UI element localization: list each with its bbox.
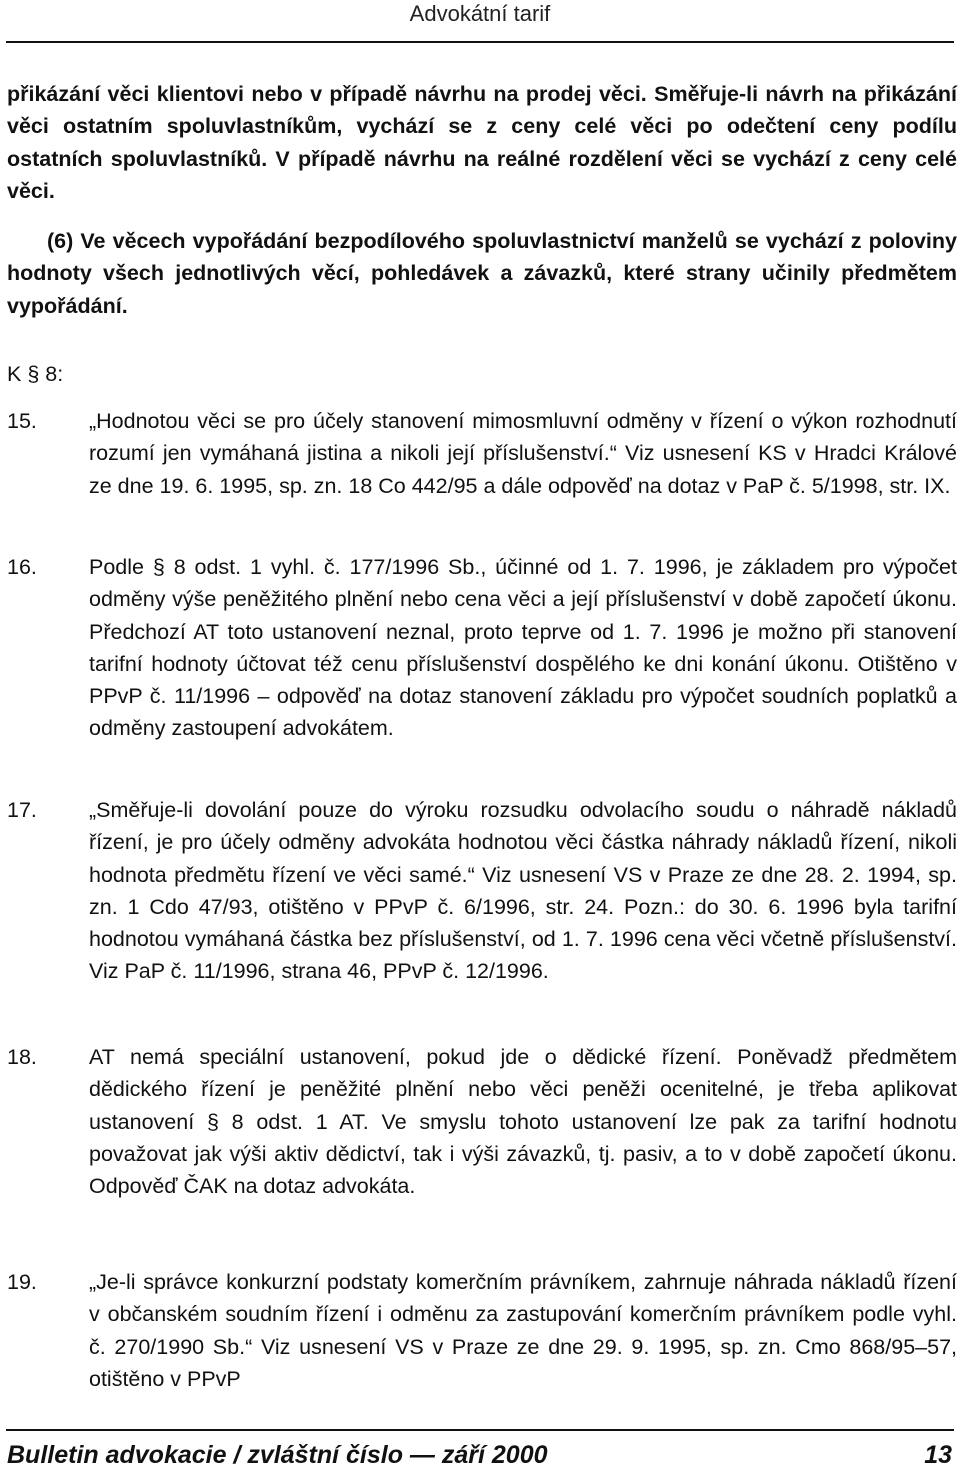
- note-number: 16.: [7, 555, 37, 579]
- note-text: AT nemá speciální ustanovení, pokud jde o dědické řízení. Poněvadž předmětem dědického řízení je peněžité plnění nebo věci peněži ocenitelné, je třeba aplikovat ustanovení § 8 odst. 1 AT. Ve smyslu tohoto ustanovení lze pak za tarifní hodnotu považovat jak výši aktiv dědictví, tak i výši závazků, tj. pasiv, a to v době započetí úkonu. Odpověď ČAK na dotaz advokáta.: [89, 1045, 957, 1199]
- note-text: „Je-li správce konkurzní podstaty komerčním právníkem, zahrnuje náhrada nákladů řízení v občanském soudním řízení i odměnu za zastupování komerčním právníkem podle vyhl. č. 270/1990 Sb.“ Viz usnesení VS v Praze ze dne 29. 9. 1995, sp. zn. Cmo 868/95–57, otištěno v PPvP: [89, 1270, 957, 1391]
- page-header: [0, 0, 960, 42]
- header-divider: [6, 41, 954, 43]
- section-heading: K § 8:: [7, 362, 64, 386]
- note-number: 15.: [7, 409, 37, 433]
- paragraph-6: (6) Ve věcech vypořádání bezpodílového spoluvlastnictví manželů se vychází z poloviny hodnoty všech jednotlivých věcí, pohledávek a závazků, které strany učinily předmětem vypořádání.: [7, 229, 957, 318]
- page-number: 13: [924, 1441, 952, 1469]
- note-text: „Hodnotou věci se pro účely stanovení mimosmluvní odměny v řízení o výkon rozhodnutí rozumí jen vymáhaná jistina a nikoli její příslušenství.“ Viz usnesení KS v Hradci Králové ze dne 19. 6. 1995, sp. zn. 18 Co 442/95 a dále odpověď na dotaz v PaP č. 5/1998, str. IX.: [89, 409, 957, 498]
- note-number: 18.: [7, 1045, 37, 1069]
- note-text: „Směřuje-li dovolání pouze do výroku rozsudku odvolacího soudu o náhradě nákladů řízení, je pro účely odměny advokáta hodnotou věci částka náhrady nákladů řízení, nikoli hodnota předmětu řízení ve věci samé.“ Viz usnesení VS v Praze ze dne 28. 2. 1994, sp. zn. 1 Cdo 47/93, otištěno v PPvP č. 6/1996, str. 24. Pozn.: do 30. 6. 1996 byla tarifní hodnotou vymáhaná částka bez příslušenství, od 1. 7. 1996 cena věci včetně příslušenství. Viz PaP č. 11/1996, strana 46, PPvP č. 12/1996.: [89, 798, 957, 984]
- publication-name: Bulletin advokacie / zvláštní číslo — září 2000: [7, 1441, 548, 1469]
- note-number: 19.: [7, 1270, 37, 1294]
- paragraph-continuation: přikázání věci klientovi nebo v případě návrhu na prodej věci. Směřuje-li návrh na přikázání věci ostatním spoluvlastníkům, vychází se z ceny celé věci po odečtení ceny podílu ostatních spoluvlastníků. V případě návrhu na reálné rozdělení věci se vychází z ceny celé věci.: [7, 82, 957, 203]
- note-text: Podle § 8 odst. 1 vyhl. č. 177/1996 Sb., účinné od 1. 7. 1996, je základem pro výpočet odměny výše peněžitého plnění nebo cena věci a její příslušenství v době započetí úkonu. Předchozí AT toto ustanovení neznal, proto teprve od 1. 7. 1996 je možno při stanovení tarifní hodnoty účtovat též cenu příslušenství dospělého ke dni konání úkonu. Otištěno v PPvP č. 11/1996 – odpověď na dotaz stanovení základu pro výpočet soudních poplatků a odměny zastoupení advokátem.: [89, 555, 957, 741]
- note-number: 17.: [7, 798, 37, 822]
- running-header-title: Advokátní tarif: [409, 1, 551, 26]
- page-footer: [0, 1420, 960, 1477]
- footer-divider: [6, 1429, 954, 1431]
